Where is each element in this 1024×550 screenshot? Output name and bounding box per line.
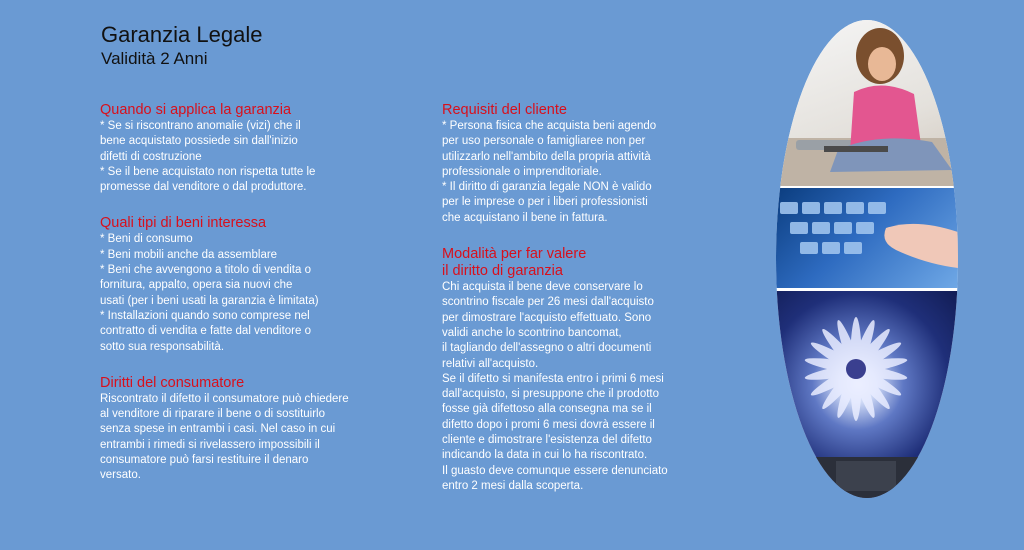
section-client-requirements (442, 102, 710, 226)
keyboard-photo (776, 188, 958, 288)
section-body: Chi acquista il bene deve conservare lo scontrino fiscale per 26 mesi dall'acquisto per dimostrare l'acquisto effettuato. Sono validi anche lo scontrino bancomat, il tagliando dell'assegno o altri documenti relativi all'acquisto. Se il difetto si manifesta entro i primi 6 mesi dall'acquisto, si presuppone che il prodotto fosse già difettoso alla consegna ma se il difetto dopo i promi 6 mesi dovrà essere il cliente e dimostrare l'esistenza del difetto indicando la data in cui lo ha riscontrato. Il guasto deve comunque essere denunciato entro 2 mesi dalla scoperta. (442, 281, 668, 492)
section-title: Modalità per far valere il diritto di garanzia (442, 246, 587, 280)
section-title: Quando si applica la garanzia (100, 102, 292, 118)
section-goods-types (100, 215, 370, 354)
section-title: Quali tipi di beni interessa (100, 215, 267, 232)
page-title: Garanzia Legale (101, 22, 263, 47)
woman-laptop-photo (776, 20, 958, 186)
page-header (101, 22, 262, 70)
left-column (100, 102, 370, 504)
photo-collage (776, 20, 958, 498)
right-column (442, 102, 710, 514)
section-when-applies (100, 102, 370, 195)
section-title: Requisiti del cliente (442, 102, 567, 118)
section-body: * Se si riscontrano anomalie (vizi) che il bene acquistato possiede sin dall'inizio difetti di costruzione * Se il bene acquistato non rispetta tutte le promesse dal venditore o dal produttore. (100, 120, 316, 194)
section-body: * Persona fisica che acquista beni agendo per uso personale o famigliaree non per utilizzarlo nell'ambito della propria attività professionale o imprenditoriale. * Il diritto di garanzia legale NON è valido per le imprese o per i liberi professionisti che acquistano il bene in fattura. (442, 120, 657, 224)
section-body: Riscontrato il difetto il consumatore può chiedere al venditore di riparare il bene o di sostituirlo senza spese in entrambi i casi. Nel caso in cui entrambi i rimedi si rivelassero impossibili il consumatore può farsi restituire il denaro versato. (100, 392, 349, 482)
section-title: Diritti del consumatore (100, 374, 245, 391)
section-consumer-rights (100, 375, 370, 484)
page-subtitle: Validità 2 Anni (101, 49, 208, 68)
section-claim-procedure (442, 246, 710, 494)
section-body: * Beni di consumo * Beni mobili anche da assemblare * Beni che avvengono a titolo di vendita o fornitura, appalto, opera sia nuovi che usati (per i beni usati la garanzia è limitata) * Installazioni quando sono comprese nel contratto di vendita e fatte dal venditore o sotto sua responsabilità. (100, 233, 319, 353)
flower-monitor-photo (776, 291, 958, 498)
